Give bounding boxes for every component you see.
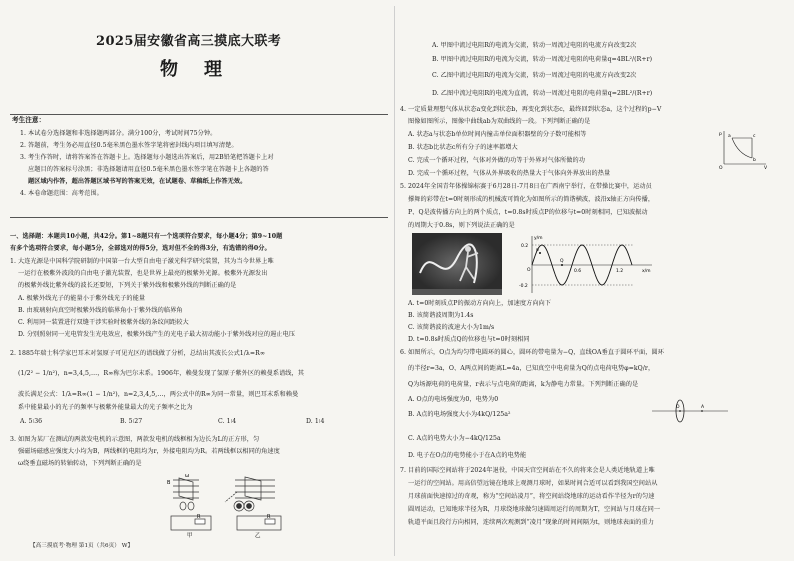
question-3-stem: ω绕垂直磁场的转轴转动，下列判断正确的是 [18,460,142,467]
wave-point-label: Q [560,259,564,264]
question-5-option-b: B. 该简谐波周期为1.4s [408,312,474,319]
question-4-option-d: D. 完成一个循环过程，气体从外界吸收的热量大于气体向外界放出的热量 [408,170,611,177]
question-1-option-d: D. 分别照射同一光电管发生光电效应，极紫外线产生的光电子最大初动能小于紫外线对应的遏止电压 [18,331,296,338]
question-4-option-c: C. 完成一个循环过程，气体对外做的功等于外界对气体所做的功 [408,157,586,164]
question-5-stem: 撑舞的彩带在t=0时刻形成的机械波可简化为如图所示的简谐横波，波沿x轴正方向传播， [408,196,655,203]
question-7-stem: 圆周运动，已知地球半径为R，月球绕地球做匀速圆周运行的周期为T，空间站与月球在同一 [408,506,661,513]
question-5-option-a: A. t=0时刻质点P的振动方向向上，加速度方向向下 [408,300,552,307]
fig-label-jia: 甲 [187,533,193,538]
wave-origin-label: O [527,268,531,273]
fig-label-b: B [167,480,171,486]
exam-title: 2025届安徽省高三摸底大联考 [96,34,282,49]
pv-label: a [728,134,731,139]
question-6-stem: 的半径r=3a，O、A两点间的距离L=4a，已知真空中电荷量为Q的点电荷电势φ=kQ/r， [408,365,655,372]
ring-label-o: O [676,405,680,410]
question-2-option-c: C. 1∶4 [218,418,237,425]
notice-item: 应题目的答案标号涂黑；非选择题请用直径0.5毫米黑色墨水签字笔在答题卡上各题的答 [28,166,269,173]
question-7-stem: 轨道平面且段行方向相同，连续两次观测到“凌月”现象的时间间隔为t，则地球表面的重力 [408,519,654,526]
question-2-stem: 2. 1885年瑞士科学家巴耳末对氢原子可见光区的谱线做了分析，总结出其波长公式1/λ=R∞ [10,350,266,357]
question-4-stem: 图像如图所示，图像中曲线ab为双曲线的一段。下列判断正确的是 [408,118,591,125]
pv-label: V [764,166,768,170]
question-6-stem: 6. 如图所示，O点为均匀带电圆环的圆心，圆环的带电量为−Q，直线OA垂直于圆环平面，圆环 [400,349,664,356]
wave-tick-label: 0.2 [521,244,529,249]
wave-tick-label: -0.2 [519,284,528,289]
question-2-stem: 波长满足公式：1/λ=R∞(1 − 1/n²)，n=2,3,4,5,…，两公式中的R∞为同一常量，则巴耳末系和赖曼 [18,391,299,398]
question-2-option-a: A. 5∶36 [20,418,43,425]
pv-label: O [719,166,723,170]
fig-label-yi: 乙 [255,533,261,538]
fig-label-r: R [197,514,201,520]
question-5-option-c: C. 该简谐波的波速大小为1m/s [408,324,495,331]
question-6-option-c: C. A点的电势大小为−4kQ/125a [408,435,501,442]
notice-item: 3. 考生作答时，请将答案答在答题卡上。选择题每小题选出答案后，用2B铅笔把答题卡上对 [20,154,274,161]
question-1-stem: 一运行在极紫外波段的自由电子激光装置，也是世界上最亮的极紫外光源。极紫外光源发出 [18,270,268,277]
fig-label-r: R [267,514,271,520]
question-1-option-c: C. 利用同一装置进行双缝干涉实验时极紫外线的条纹间距较大 [18,319,189,326]
fig-label-omega: ω [185,473,190,479]
question-3-stem: 3. 如图为某厂在测试的两款发电机的示意图，两款发电机的线框相为边长为L的正方形，匀 [10,436,260,443]
question-3-stem: 强磁场磁感应强度大小均为B，两线框的电阻均为r，外接电阻均为R。若两线框以相同的角速度 [18,448,280,455]
point-p [539,252,541,254]
wave-y-label: y/m [534,236,543,241]
ring-label-a: A [701,405,705,410]
question-5-stem: P、Q是波传播方向上的两个质点，t=0.8s时质点P的位移与t=0时刻相同，已知波振动 [408,209,648,216]
notice-heading: 考生注意： [12,116,46,124]
notice-item: 1. 本试卷分选择题和非选择题两部分。满分100分，考试时间75分钟。 [20,130,217,137]
question-4-option-b: B. 状态b比状态c所有分子的速率都增大 [408,144,518,151]
ring-figure [650,396,730,426]
question-1-stem: 的极紫外线比紫外线的波长还要短，下列关于紫外线和极紫外线的判断正确的是 [18,282,237,289]
pv-label: p [719,132,722,137]
question-6-option-d: D. 电子在O点的电势能小于在A点的电势能 [408,452,527,459]
question-2-stem: (1/2² − 1/n²)，n=3,4,5,…，R∞称为巴尔末系。1906年，赖曼发现了氢原子紫外区的赖曼系谱线，其 [18,370,305,377]
notice-item: 4. 本卷命题范围：高考范围。 [20,190,103,197]
question-3-option-a: A. 甲图中流过电阻R的电流为交流，转动一周流过电阻的电流方向改变2次 [432,42,637,49]
section-instruction: 有多个选项符合要求，每小题5分，全部选对的得5分，选对但不全的得3分，有选错的得0分。 [10,245,271,252]
page-footer: 【高三摸底考·物理 第1页（共6页） W】 [30,543,134,549]
question-5-stem: 的周期大于0.8s，则下列说法正确的是 [408,222,515,229]
question-3-option-d: D. 乙图中流过电阻R的电流为直流，转动一周流过电阻的电荷量q=2BL²/(R+r) [432,90,653,97]
question-7-stem: 7. 目前的国际空间站将于2024年退役，中国天宫空间站在不久的将来会是人类近地轨道上唯 [400,467,655,474]
question-3-option-b: B. 甲图中流过电阻R的电流为交流，转动一周流过电阻的电荷量q=4BL²/(R+r) [432,56,653,63]
question-2-stem: 系中能量最小的光子的频率与极紫外能量最大的光子频率之比为 [18,404,193,411]
question-4-stem: 4. 一定质量理想气体从状态a变化到状态b，再变化到状态c，最终回到状态a，这个过程的p−V [400,106,662,113]
question-2-option-d: D. 1∶4 [306,418,325,425]
right-column [400,0,786,561]
question-1-option-a: A. 极紫外线光子的能量小于紫外线光子的能量 [18,295,146,302]
question-3-option-c: C. 乙图中流过电阻R的电流为交流，转动一周流过电阻的电流方向改变2次 [432,72,637,79]
question-6-option-b: B. A点的电场强度大小为4kQ/125a² [408,411,511,418]
wave-tick-label: 0.6 [574,269,582,274]
wave-tick-label: 1.2 [616,269,624,274]
question-2-option-b: B. 5∶27 [120,418,143,425]
left-column [10,0,388,561]
question-1-option-b: B. 由玻璃射向真空时极紫外线的临界角小于紫外线的临界角 [18,307,183,314]
wave-graph [518,233,658,297]
notice-item: 题区域内作答，超出答题区域书写的答案无效，在试题卷、草稿纸上作答无效。 [28,178,247,185]
subject-title: 物理 [160,59,248,80]
wave-x-label: x/m [642,269,651,274]
wave-point-label: P [536,249,539,254]
pv-label: b [753,158,756,163]
question-6-stem: Q为场源电荷的电荷量，r表示与点电荷的距离，k为静电力常量。下列判断正确的是 [408,381,639,388]
question-4-option-a: A. 状态a与状态b单位时间内撞击单位面积器壁的分子数可能相等 [408,131,587,138]
question-7-stem: 一运行的空间站。用高倍望远镜在地球上观测月球时，如果时间合适可以看到我国空间站从 [408,480,658,487]
question-6-option-a: A. O点的电场强度为0，电势为0 [408,396,499,403]
pv-diagram [718,128,770,170]
section-instruction: 一、选择题：本题共10小题，共42分。第1~8题只有一个选项符合要求，每小题4分；第9~10题 [10,233,283,240]
point-q [561,264,563,266]
gymnast-photo [412,233,502,295]
question-1-stem: 1. 大连光源是中国科学院研制的中国第一台大型自由电子激光科学研究装置，其为当今世界上唯 [10,258,274,265]
question-5-option-d: D. t=0.8s时质点Q的位移也与t=0时刻相同 [408,336,530,343]
question-7-stem: 月球前面快速掠过的奇观，称为“空间站凌月”，将空间站绕地球的运动看作半径为r的匀速 [408,493,655,500]
generator-figure [165,472,295,538]
notice-item: 2. 答题前，考生务必用直径0.5毫米黑色墨水签字笔将密封线内项目填写清楚。 [20,142,238,149]
column-divider [394,6,395,556]
question-5-stem: 5. 2024年全国青年体操锦标赛于6月28日-7月8日在广西南宁举行，在带操比赛中，运动员 [400,183,652,190]
pv-label: c [753,134,756,139]
